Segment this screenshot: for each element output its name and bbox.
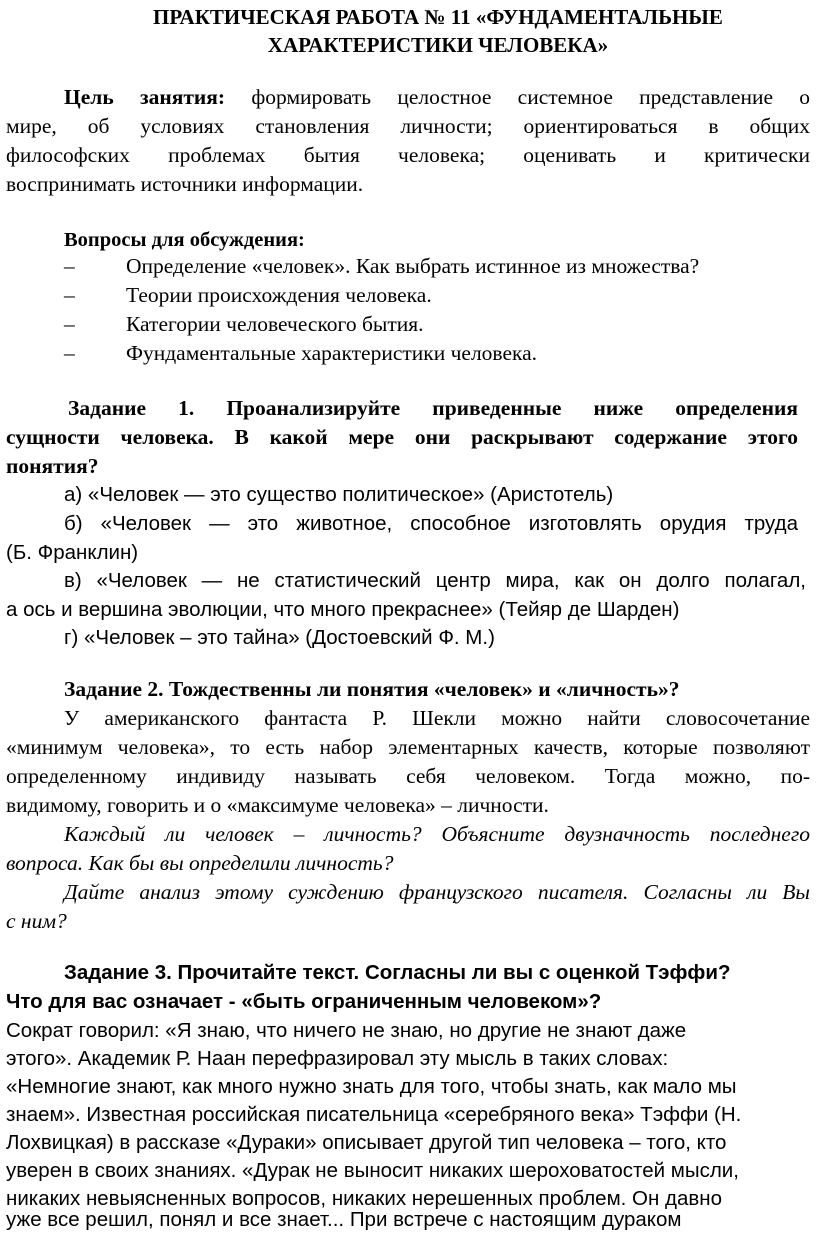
bullet-dash-icon: – — [64, 341, 75, 365]
goal-line-3: философских проблемах бытия человека; оценивать и критически — [6, 143, 810, 167]
task3-heading-line-1: Задание 3. Прочитайте текст. Согласны ли вы с оценкой Тэффи? — [64, 961, 731, 984]
task2-question-1-line-1: Каждый ли человек – личность? Объясните двузначность последнего — [64, 822, 810, 846]
bullet-dash-icon: – — [64, 312, 75, 336]
task3-text-line-8: уже все решил, понял и все знает... При встрече с настоящим дураком — [6, 1208, 682, 1231]
task3-text-line-4: знаем». Известная российская писательница «серебряного века» Тэффи (Н. — [6, 1103, 742, 1126]
task1-definition-d: г) «Человек – это тайна» (Достоевский Ф. М.) — [64, 626, 495, 649]
task3-text-line-2: этого». Академик Р. Наан перефразировал эту мысль в таких словах: — [6, 1047, 669, 1070]
document-title-line-1: ПРАКТИЧЕСКАЯ РАБОТА № 11 «ФУНДАМЕНТАЛЬНЫЕ — [153, 5, 723, 29]
task2-question-2-line-2: с ним? — [6, 909, 67, 933]
task2-question-1-line-2: вопроса. Как бы вы определили личность? — [6, 851, 394, 875]
task2-question-2-line-1: Дайте анализ этому суждению французского писателя. Согласны ли Вы — [64, 880, 810, 904]
task2-paragraph-line-2: «минимум человека», то есть набор элементарных качеств, которые позволяют — [6, 735, 810, 759]
task3-heading-line-2: Что для вас означает - «быть ограниченным человеком»? — [6, 990, 602, 1013]
task1-heading-line-3: понятия? — [6, 454, 99, 478]
goal-line-4: воспринимать источники информации. — [6, 172, 364, 196]
task2-paragraph-line-4: видимому, говорить и о «максимуме человека» – личности. — [6, 793, 549, 817]
goal-text-1: формировать целостное системное представление о — [251, 85, 810, 109]
task3-text-line-7: никаких невыясненных вопросов, никаких нерешенных проблем. Он давно — [6, 1187, 722, 1210]
goal-label: Цель занятия: — [64, 85, 226, 109]
task2-paragraph-line-3: определенному индивиду называть себя человеком. Тогда можно, по- — [6, 764, 810, 788]
question-item-3: Категории человеческого бытия. — [126, 312, 424, 336]
task1-heading-line-1: Задание 1. Проанализируйте приведенные ниже определения — [68, 396, 798, 420]
task1-definition-b-line-2: (Б. Франклин) — [6, 541, 139, 564]
task3-text-line-5: Лохвицкая) в рассказе «Дураки» описывает другой тип человека – того, кто — [6, 1131, 727, 1154]
task3-text-line-3: «Немногие знают, как много нужно знать для того, чтобы знать, как мало мы — [6, 1075, 737, 1098]
document-title-line-2: ХАРАКТЕРИСТИКИ ЧЕЛОВЕКА» — [267, 33, 609, 57]
question-item-2: Теории происхождения человека. — [126, 283, 432, 307]
task3-text-line-6: уверен в своих знаниях. «Дурак не выносит никаких шероховатостей мысли, — [6, 1159, 739, 1182]
task2-paragraph-line-1: У американского фантаста Р. Шекли можно найти словосочетание — [64, 706, 810, 730]
task3-text-line-1: Сократ говорил: «Я знаю, что ничего не знаю, но другие не знают даже — [6, 1019, 687, 1042]
task2-heading: Задание 2. Тождественны ли понятия «человек» и «личность»? — [64, 677, 680, 701]
task1-definition-c-line-1: в) «Человек — не статистический центр мира, как он долго полагал, — [64, 569, 806, 592]
goal-line-2: мире, об условиях становления личности; ориентироваться в общих — [6, 114, 810, 138]
question-item-1: Определение «человек». Как выбрать истинное из множества? — [126, 254, 700, 278]
task1-definition-c-line-2: а ось и вершина эволюции, что много прекраснее» (Тейяр де Шарден) — [6, 598, 680, 621]
goal-line-1 — [64, 83, 810, 112]
bullet-dash-icon: – — [64, 254, 75, 278]
task1-definition-b-line-1: б) «Человек — это животное, способное изготовлять орудия труда — [64, 512, 798, 535]
task1-heading-line-2: сущности человека. В какой мере они раскрывают содержание этого — [6, 425, 798, 449]
question-item-4: Фундаментальные характеристики человека. — [126, 341, 538, 365]
bullet-dash-icon: – — [64, 283, 75, 307]
questions-heading: Вопросы для обсуждения: — [64, 229, 305, 251]
task1-definition-a: а) «Человек — это существо политическое» (Аристотель) — [64, 483, 614, 506]
